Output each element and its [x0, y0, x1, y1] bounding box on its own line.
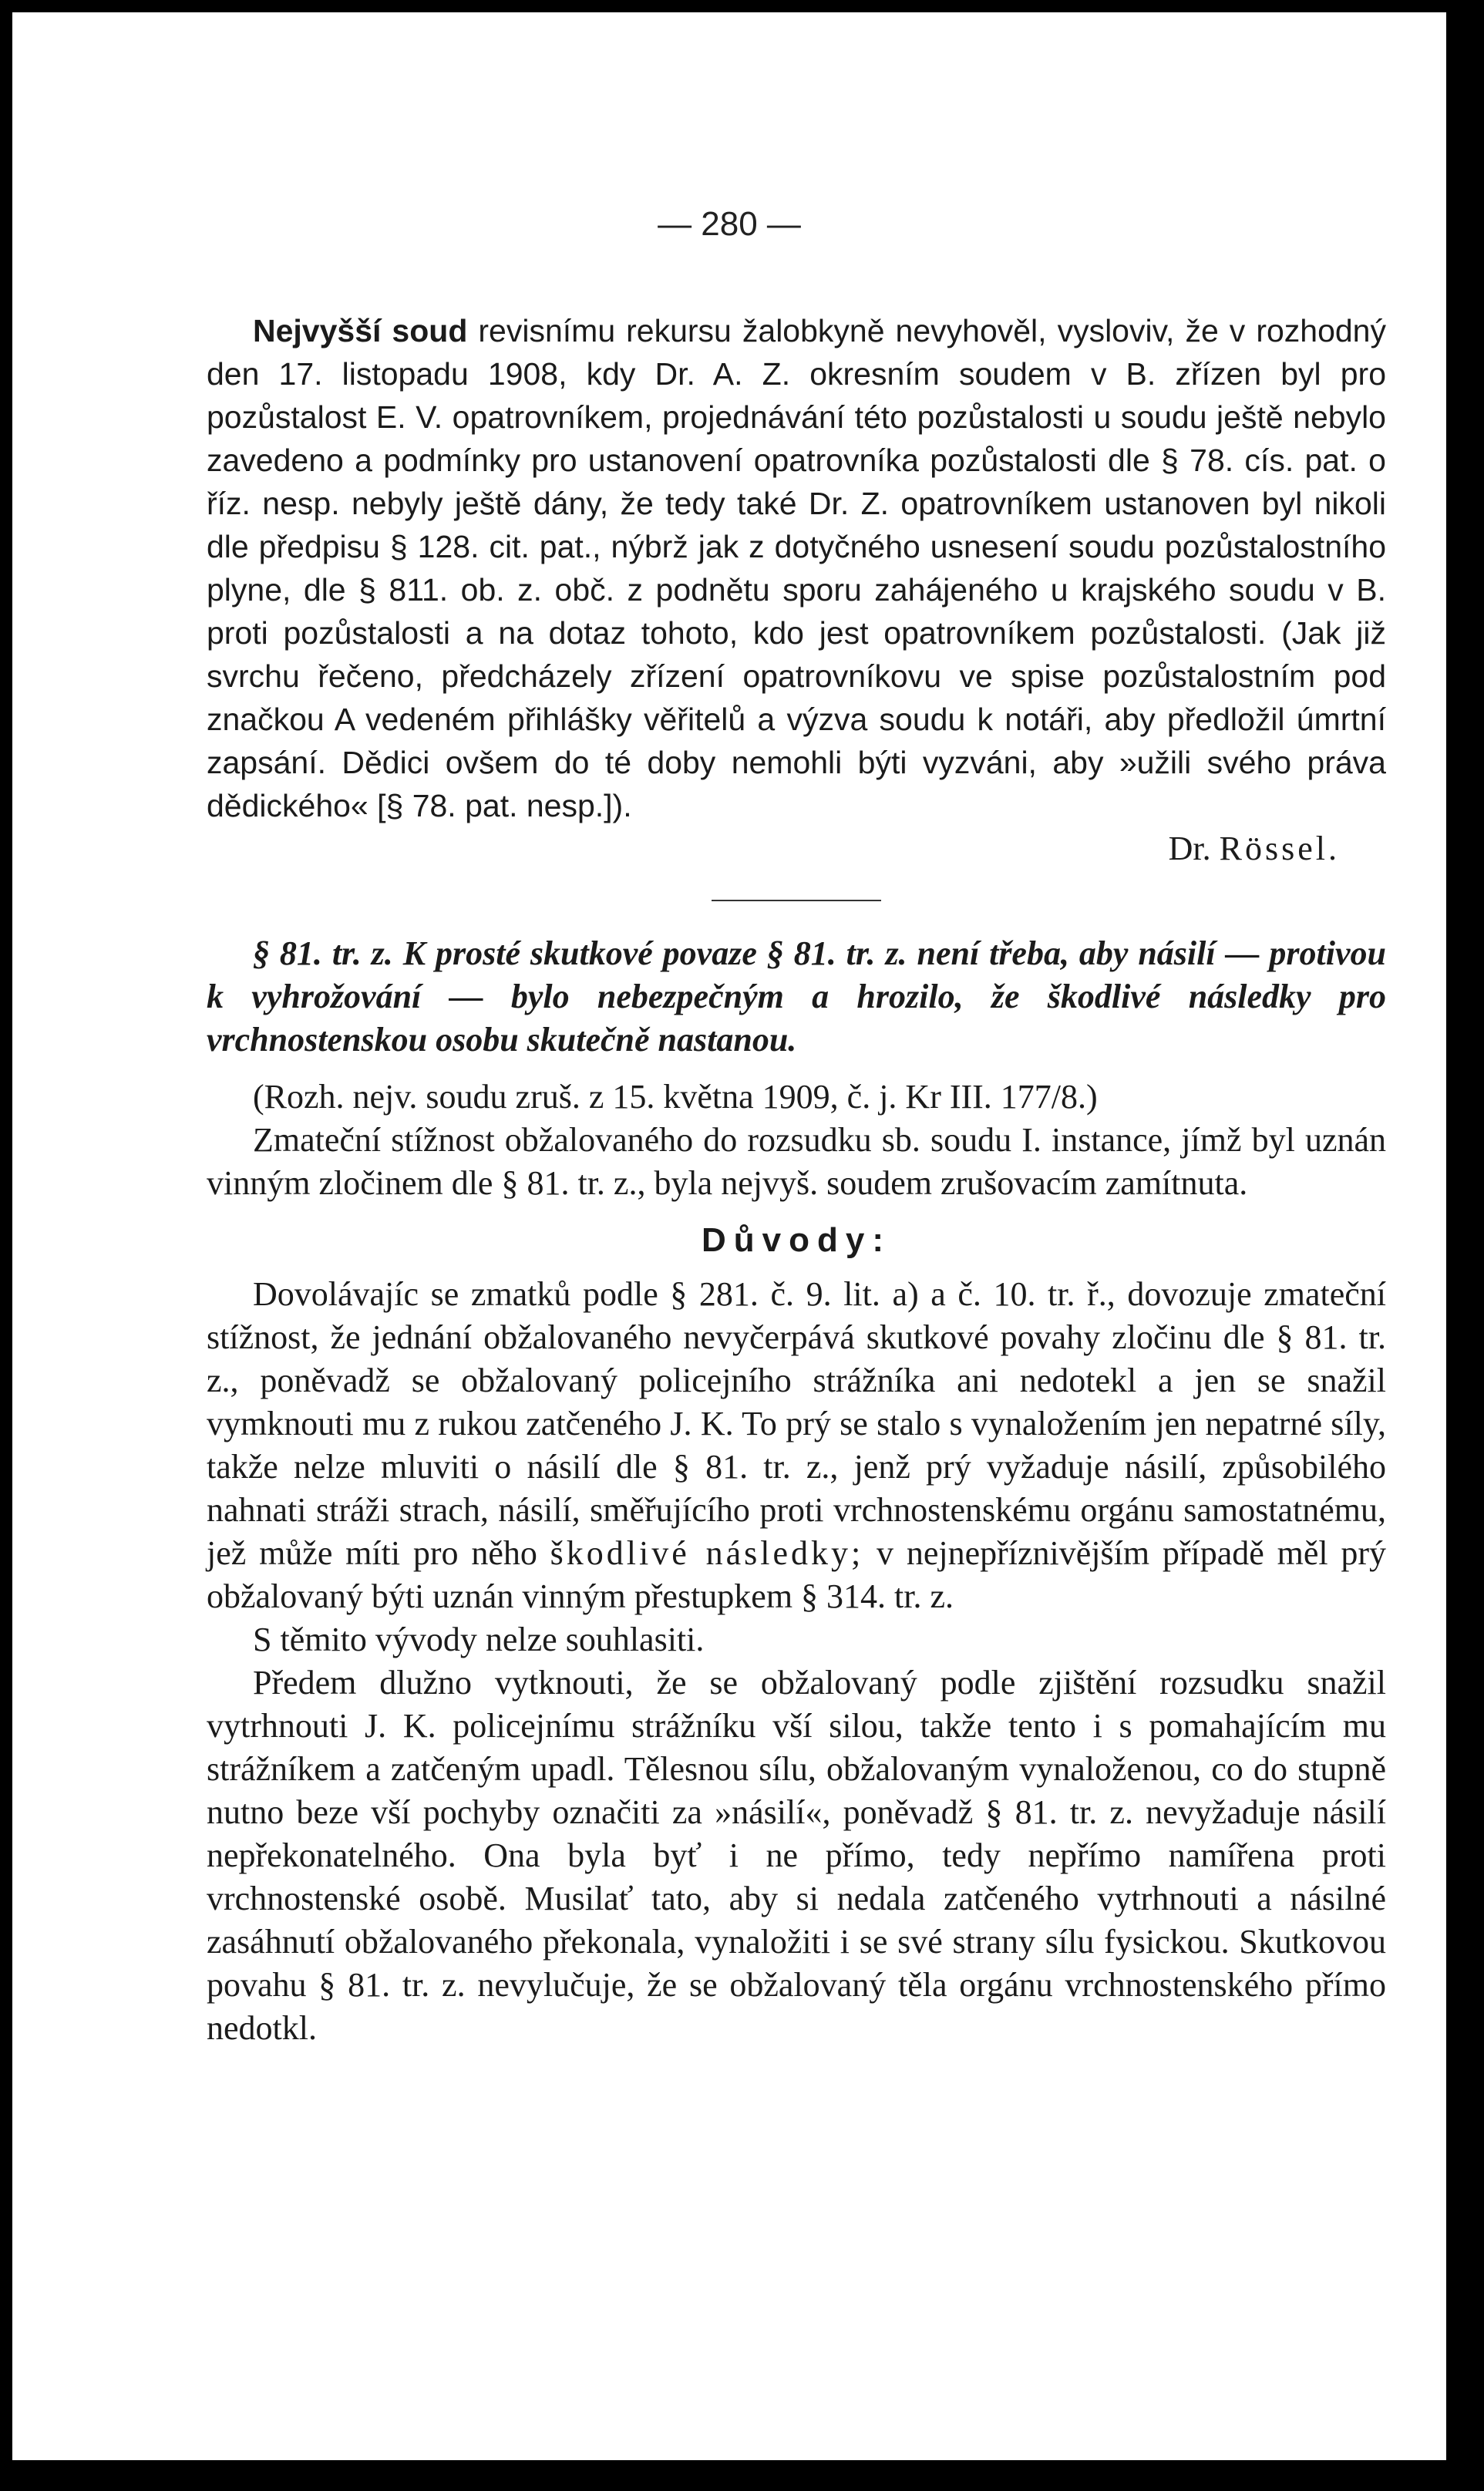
reasons-paragraph-1-end: v nejnepříznivějším případě měl prý obžalovaný býti uznán vinným přestupkem § 314. tr. z. [207, 1534, 1387, 1615]
reasons-paragraph-1-text: Dovolávajíc se zmatků podle § 281. č. 9. lit. a) a č. 10. tr. ř., dovozuje zmateční stížnost, že jednání obžalovaného nevyčerpává skutkové povahy zločinu dle § 81. tr. z., poněvadž se obžalovaný policejního strážníka ani nedotekl a jen se snažil vymknouti mu z rukou zatčeného J. K. To prý se stalo s vynaložením jen nepatrné síly, takže nelze mluviti o násilí dle § 81. tr. z., jenž prý vyžaduje násilí, způsobilého nahnati stráži strach, násilí, směřujícího proti vrchnostenskému orgánu samostatnému, jež může míti pro něho [207, 1275, 1386, 1572]
emphasized-phrase: škodlivé následky; [550, 1534, 864, 1572]
reasons-paragraph-1 [207, 1273, 1386, 1618]
signature-name: Rössel. [1219, 830, 1340, 867]
page-number: — 280 — [658, 205, 801, 243]
decision-1-paragraph [207, 309, 1386, 827]
reasons-paragraph-2: S těmito vývody nelze souhlasiti. [253, 1621, 705, 1658]
reasons-paragraph-3: Předem dlužno vytknouti, že se obžalovaný podle zjištění rozsudku snažil vytrhnouti J. K. policejnímu strážníku vší silou, takže tento i s pomahajícím mu strážníkem a zatčeným upadl. Tělesnou sílu, obžalovaným vynaloženou, co do stupně nutno beze vší pochyby označiti za »násilí«, poněvadž § 81. tr. z. nevyžaduje násilí nepřekonatelného. Ona byla byť i ne přímo, tedy nepřímo namířena proti vrchnostenské osobě. Musilať tato, aby si nedala zatčeného vytrhnouti a násilné zasáhnutí obžalovaného překonala, vynaložiti i se své strany sílu fysickou. Skutkovou povahu § 81. tr. z. nevylučuje, že se obžalovaný těla orgánu vrchnostenského přímo nedotkl. [207, 1664, 1386, 2047]
decision-2-intro: Zmateční stížnost obžalovaného do rozsudku sb. soudu I. instance, jímž byl uznán vinným zločinem dle § 81. tr. z., byla nejvyš. soudem zrušovacím zamítnuta. [207, 1121, 1386, 1202]
decision-2-heading: § 81. tr. z. K prosté skutkové povaze § 81. tr. z. není třeba, aby násilí — protivou k vyhrožování — bylo nebezpečným a hrozilo, že škodlivé následky pro vrchnostenskou osobu skutečně nastanou. [207, 934, 1386, 1059]
decision-1-text: revisnímu rekursu žalobkyně nevyhověl, vysloviv, že v rozhodný den 17. listopadu 1908, kdy Dr. A. Z. okresním soudem v B. zřízen byl pro pozůstalost E. V. opatrovníkem, projednávání této pozůstalosti u soudu ještě nebylo zavedeno a podmínky pro ustanovení opatrovníka pozůstalosti dle § 78. cís. pat. o říz. nesp. nebyly ještě dány, že tedy také Dr. Z. opatrovníkem ustanoven byl nikoli dle předpisu § 128. cit. pat., nýbrž jak z dotyčného usnesení soudu pozůstalostního plyne, dle § 811. ob. z. obč. z podnětu sporu zahájeného u krajského soudu v B. proti pozůstalosti a na dotaz tohoto, kdo jest opatrovníkem pozůstalosti. (Jak již svrchu řečeno, předcházely zřízení opatrovníkovu ve spise pozůstalostním pod značkou A vedeném přihlášky věřitelů a výzva soudu k notáři, aby předložil úmrtní zapsání. Dědici ovšem do té doby nemohli býti vyzváni, aby »užili svého práva dědického« [§ 78. pat. nesp.]). [207, 313, 1386, 823]
text-column [207, 309, 1386, 2050]
document-page [12, 12, 1446, 2460]
reasons-title: Důvody: [702, 1221, 891, 1259]
section-divider [712, 900, 881, 901]
court-name: Nejvyšší soud [253, 313, 468, 348]
decision-2-reference: (Rozh. nejv. soudu zruš. z 15. května 1909, č. j. Kr III. 177/8.) [253, 1078, 1098, 1116]
signature-prefix: Dr. [1168, 830, 1211, 867]
signature [207, 827, 1386, 870]
